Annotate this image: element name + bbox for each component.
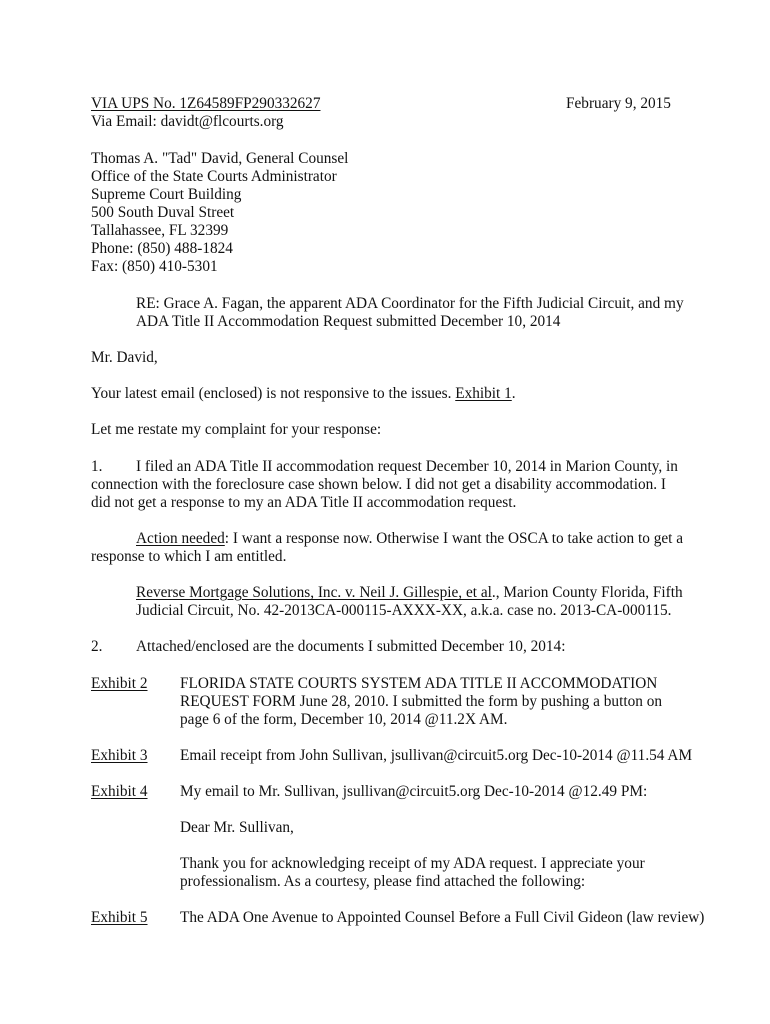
addressee-phone: Phone: (850) 488-1824	[91, 240, 233, 257]
action-needed-line-1	[136, 530, 683, 548]
email-line: Via Email: davidt@flcourts.org	[91, 113, 284, 130]
action-needed-text: : I want a response now. Otherwise I want the OSCA to take action to get a	[224, 530, 684, 547]
ups-tracking-line: VIA UPS No. 1Z64589FP290332627	[91, 95, 321, 112]
addressee-office: Office of the State Courts Administrator	[91, 168, 337, 185]
item-1-line-3: did not get a response to my an ADA Title II accommodation request.	[91, 494, 517, 511]
item-1-line-2: connection with the foreclosure case shown below. I did not get a disability accommodation. I	[91, 476, 667, 493]
action-needed-line-2: response to which I am entitled.	[91, 548, 287, 565]
exhibit-3-line-1: Email receipt from John Sullivan, jsullivan@circuit5.org Dec-10-2014 @11.54 AM	[180, 747, 693, 764]
exhibit-5-label: Exhibit 5	[91, 909, 148, 926]
paragraph-responsive	[91, 385, 516, 403]
exhibit-4-label: Exhibit 4	[91, 783, 148, 800]
addressee-street: 500 South Duval Street	[91, 204, 235, 221]
paragraph-period: .	[511, 385, 516, 402]
addressee-city: Tallahassee, FL 32399	[91, 222, 229, 239]
case-title: Reverse Mortgage Solutions, Inc. v. Neil J. Gillespie, et al	[136, 584, 492, 601]
action-needed-label: Action needed	[136, 530, 225, 547]
re-line-1: RE: Grace A. Fagan, the apparent ADA Coordinator for the Fifth Judicial Circuit, and my	[136, 295, 684, 312]
exhibit-2-label: Exhibit 2	[91, 675, 148, 692]
item-1-number: 1.	[91, 458, 103, 475]
addressee-building: Supreme Court Building	[91, 186, 242, 203]
exhibit-2-line-3: page 6 of the form, December 10, 2014 @11.2X AM.	[180, 711, 508, 728]
email-body-line-1: Thank you for acknowledging receipt of my ADA request. I appreciate your	[180, 855, 645, 872]
addressee-name: Thomas A. "Tad" David, General Counsel	[91, 150, 349, 167]
case-citation-line-1	[136, 584, 683, 602]
exhibit-4-line-1: My email to Mr. Sullivan, jsullivan@circuit5.org Dec-10-2014 @12.49 PM:	[180, 783, 648, 800]
exhibit-2-line-2: REQUEST FORM June 28, 2010. I submitted the form by pushing a button on	[180, 693, 662, 710]
paragraph-restate: Let me restate my complaint for your response:	[91, 421, 382, 438]
case-citation-line-2: Judicial Circuit, No. 42-2013CA-000115-AXXX-XX, a.k.a. case no. 2013-CA-000115.	[136, 602, 672, 619]
email-body-line-2: professionalism. As a courtesy, please find attached the following:	[180, 873, 586, 890]
addressee-fax: Fax: (850) 410-5301	[91, 258, 218, 275]
paragraph-text: Your latest email (enclosed) is not responsive to the issues.	[91, 385, 452, 402]
exhibit-2-line-1: FLORIDA STATE COURTS SYSTEM ADA TITLE II ACCOMMODATION	[180, 675, 658, 692]
salutation: Mr. David,	[91, 349, 158, 366]
letter-date: February 9, 2015	[566, 95, 671, 112]
exhibit-5-line-1: The ADA One Avenue to Appointed Counsel Before a Full Civil Gideon (law review)	[180, 909, 705, 926]
item-1-line-1: I filed an ADA Title II accommodation request December 10, 2014 in Marion County, in	[136, 458, 678, 475]
exhibit-3-label: Exhibit 3	[91, 747, 148, 764]
case-venue: ., Marion County Florida, Fifth	[491, 584, 683, 601]
re-line-2: ADA Title II Accommodation Request submitted December 10, 2014	[136, 313, 561, 330]
exhibit-1-reference: Exhibit 1	[455, 385, 512, 402]
item-2-number: 2.	[91, 638, 103, 655]
email-salutation: Dear Mr. Sullivan,	[180, 819, 294, 836]
item-2-text: Attached/enclosed are the documents I submitted December 10, 2014:	[136, 638, 566, 655]
